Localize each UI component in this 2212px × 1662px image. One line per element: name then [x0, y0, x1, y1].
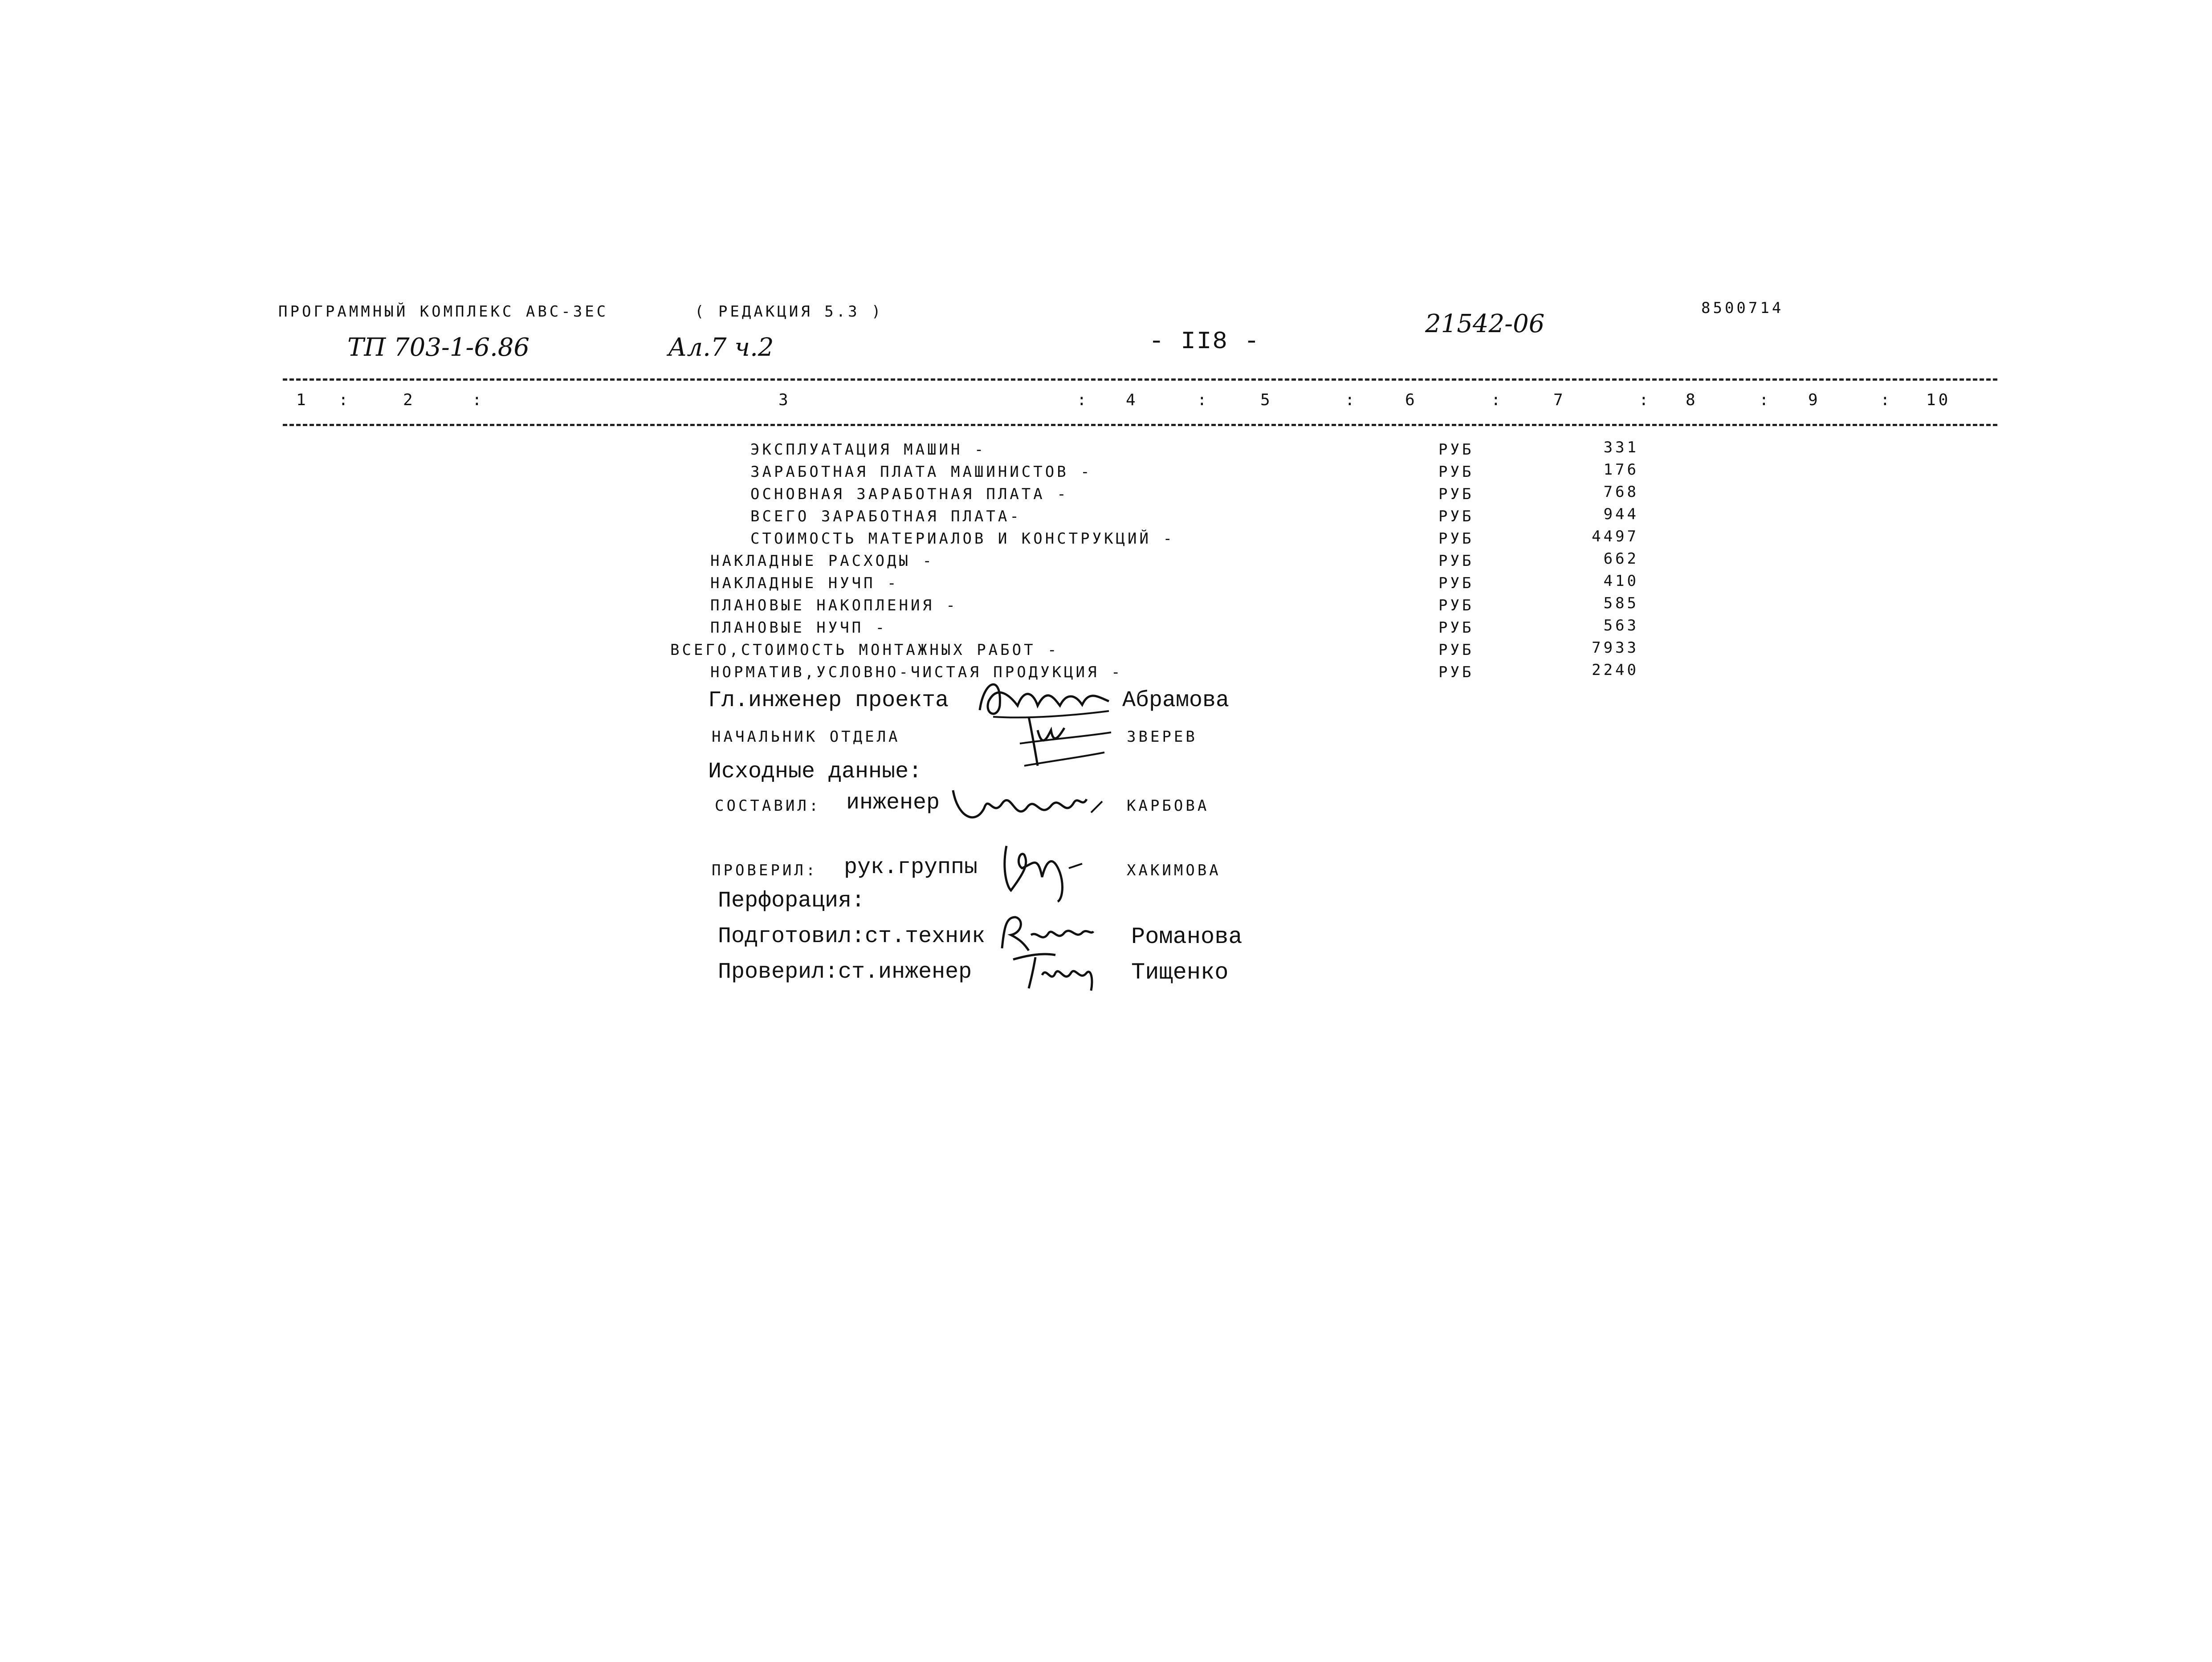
verified-label: Проверил:ст.инженер [718, 959, 972, 985]
dept-head-signature [1015, 712, 1113, 772]
table-row-unit: РУБ [1438, 552, 1474, 570]
table-row-value: 176 [1603, 461, 1639, 479]
table-row-label: ВСЕГО ЗАРАБОТНАЯ ПЛАТА- [750, 508, 1022, 525]
table-row-value: 768 [1603, 483, 1639, 501]
table-row-value: 2240 [1592, 661, 1639, 679]
column-header-4: 4 [1126, 391, 1138, 409]
compiled-position: инженер [846, 790, 940, 816]
table-row-unit: РУБ [1438, 441, 1474, 459]
top-dashed-rule [283, 378, 1997, 381]
document-code: 8500714 [1701, 299, 1784, 317]
table-row-value: 585 [1603, 594, 1639, 612]
table-row-value: 4497 [1592, 528, 1639, 545]
tp-number: ТП 703-1-6.86 [347, 333, 530, 362]
column-separator: : [1639, 391, 1651, 409]
table-row-label: НАКЛАДНЫЕ РАСХОДЫ - [710, 552, 934, 570]
dept-head-name: ЗВЕРЕВ [1127, 728, 1198, 746]
table-row-label: ОСНОВНАЯ ЗАРАБОТНАЯ ПЛАТА - [750, 485, 1069, 503]
bottom-dashed-rule [283, 424, 1997, 426]
column-header-3: 3 [778, 391, 791, 409]
column-header-1: 1 [296, 391, 309, 409]
prepared-label: Подготовил:ст.техник [718, 924, 986, 949]
checked-name: ХАКИМОВА [1127, 861, 1221, 879]
source-data-label: Исходные данные: [708, 759, 922, 784]
program-name: ПРОГРАММНЫЙ КОМПЛЕКС АВС-3ЕС [278, 303, 609, 321]
column-separator: : [472, 391, 485, 409]
verified-name: Тищенко [1131, 959, 1229, 986]
chief-engineer-label: Гл.инженер проекта [708, 688, 949, 713]
table-row-label: ЗАРАБОТНАЯ ПЛАТА МАШИНИСТОВ - [750, 463, 1092, 481]
table-row-label: ПЛАНОВЫЕ НАКОПЛЕНИЯ - [710, 597, 958, 614]
table-row-value: 331 [1603, 439, 1639, 456]
column-header-10: 10 [1926, 391, 1951, 409]
table-row-unit: РУБ [1438, 641, 1474, 659]
handwritten-number: 21542-06 [1425, 309, 1545, 338]
column-separator: : [1759, 391, 1772, 409]
table-row-value: 410 [1603, 572, 1639, 590]
column-separator: : [338, 391, 351, 409]
table-row-label: НОРМАТИВ,УСЛОВНО-ЧИСТАЯ ПРОДУКЦИЯ - [710, 663, 1123, 681]
compiled-signature [949, 777, 1109, 841]
column-separator: : [1345, 391, 1357, 409]
table-row-unit: РУБ [1438, 530, 1474, 548]
verified-signature [1011, 948, 1100, 995]
column-separator: : [1077, 391, 1089, 409]
table-row-unit: РУБ [1438, 597, 1474, 614]
table-row-label: ПЛАНОВЫЕ НУЧП - [710, 619, 888, 637]
album-label: Ал.7 ч.2 [668, 333, 774, 362]
checked-label: ПРОВЕРИЛ: [712, 861, 818, 879]
column-header-7: 7 [1553, 391, 1566, 409]
prepared-name: Романова [1131, 924, 1242, 950]
column-header-9: 9 [1808, 391, 1821, 409]
column-header-6: 6 [1405, 391, 1418, 409]
table-row-label: НАКЛАДНЫЕ НУЧП - [710, 574, 899, 592]
column-header-8: 8 [1686, 391, 1698, 409]
table-row-unit: РУБ [1438, 663, 1474, 681]
table-row-label: ВСЕГО,СТОИМОСТЬ МОНТАЖНЫХ РАБОТ - [670, 641, 1059, 659]
column-separator: : [1197, 391, 1210, 409]
checked-signature [998, 837, 1087, 906]
column-separator: : [1880, 391, 1893, 409]
table-row-unit: РУБ [1438, 508, 1474, 525]
chief-engineer-name: Абрамова [1122, 688, 1230, 713]
column-header-5: 5 [1260, 391, 1273, 409]
column-header-2: 2 [403, 391, 416, 409]
table-row-unit: РУБ [1438, 574, 1474, 592]
table-row-value: 563 [1603, 617, 1639, 634]
table-row-unit: РУБ [1438, 619, 1474, 637]
checked-position: рук.группы [844, 855, 978, 880]
perforation-label: Перфорация: [718, 888, 865, 914]
column-separator: : [1491, 391, 1503, 409]
table-row-unit: РУБ [1438, 485, 1474, 503]
table-row-label: ЭКСПЛУАТАЦИЯ МАШИН - [750, 441, 986, 459]
page-number: - II8 - [1149, 327, 1260, 356]
compiled-name: КАРБОВА [1127, 797, 1210, 815]
table-row-unit: РУБ [1438, 463, 1474, 481]
compiled-label: СОСТАВИЛ: [715, 797, 821, 815]
table-row-label: СТОИМОСТЬ МАТЕРИАЛОВ И КОНСТРУКЦИЙ - [750, 530, 1175, 548]
edition-label: ( РЕДАКЦИЯ 5.3 ) [695, 303, 884, 321]
dept-head-label: НАЧАЛЬНИК ОТДЕЛА [712, 728, 900, 746]
table-row-value: 7933 [1592, 639, 1639, 657]
table-row-value: 662 [1603, 550, 1639, 568]
table-row-value: 944 [1603, 505, 1639, 523]
